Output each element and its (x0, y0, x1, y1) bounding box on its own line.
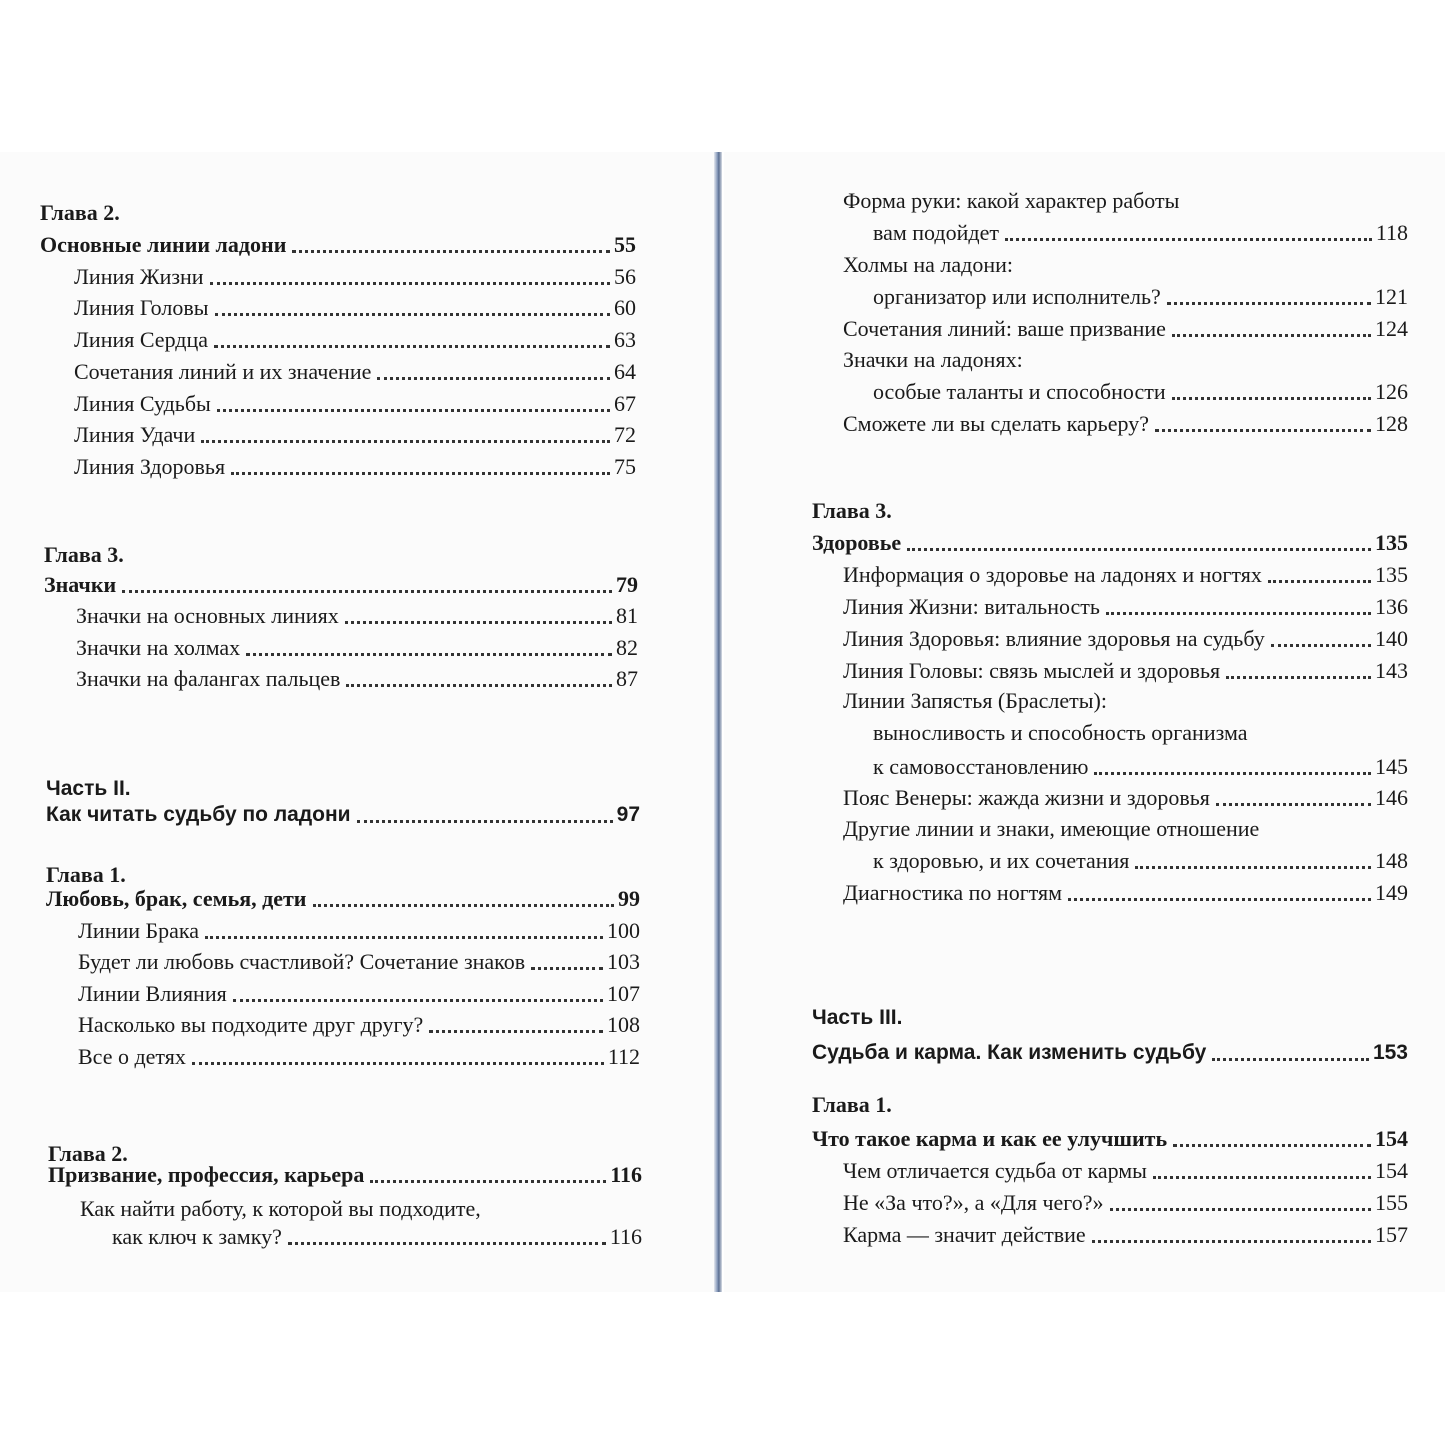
entry-title: Значки на основных линиях (76, 603, 339, 628)
toc-entry[interactable] (74, 359, 636, 385)
toc-entry[interactable] (843, 626, 1408, 652)
entry-page: 75 (614, 454, 636, 479)
dot-leader (1110, 1202, 1371, 1211)
entry-page: 72 (614, 422, 636, 447)
entry-page: 116 (610, 1162, 642, 1187)
dot-leader (205, 930, 603, 939)
entry-title: Судьба и карма. Как изменить судьбу (812, 1041, 1207, 1064)
toc-entry[interactable] (843, 411, 1408, 437)
dot-leader (1268, 574, 1371, 583)
entry-page: 135 (1375, 530, 1408, 555)
entry-title: Как читать судьбу по ладони (46, 803, 351, 826)
chapter-label: Глава 2. (48, 1141, 128, 1166)
entry-page: 67 (614, 391, 636, 416)
entry-title: Будет ли любовь счастливой? Сочетание знаков (78, 949, 526, 974)
entry-title: Линия Сердца (74, 327, 209, 352)
entry-title: Линия Головы: связь мыслей и здоровья (843, 658, 1221, 683)
part-label: Часть III. (812, 1006, 903, 1029)
toc-entry[interactable] (843, 594, 1408, 620)
entry-page: 97 (616, 803, 640, 826)
toc-entry[interactable] (843, 1158, 1408, 1184)
dot-leader (1173, 1138, 1371, 1147)
toc-entry-line: Другие линии и знаки, имеющие отношение (843, 816, 1260, 841)
entry-page: 136 (1375, 594, 1408, 619)
entry-title: Линия Судьбы (74, 391, 211, 416)
toc-part-entry[interactable] (46, 802, 640, 828)
dot-leader (1068, 892, 1371, 901)
entry-page: 55 (614, 232, 636, 257)
dot-leader (346, 678, 612, 687)
toc-entry[interactable] (74, 327, 636, 353)
toc-entry[interactable] (78, 1044, 640, 1070)
toc-entry-line: выносливость и способность организма (873, 720, 1248, 745)
toc-chapter-entry[interactable] (812, 1126, 1408, 1152)
toc-entry-line: Холмы на ладони: (843, 252, 1014, 277)
entry-title: Сочетания линий и их значение (74, 359, 372, 384)
entry-title: Все о детях (78, 1044, 186, 1069)
dot-leader (370, 1174, 606, 1183)
dot-leader (1153, 1170, 1371, 1179)
toc-entry[interactable] (76, 666, 638, 692)
entry-page: 140 (1375, 626, 1408, 651)
entry-title: к самовосстановлению (873, 754, 1089, 779)
entry-page: 116 (609, 1224, 642, 1249)
dot-leader (201, 434, 610, 443)
dot-leader (217, 403, 610, 412)
entry-page: 121 (1375, 284, 1408, 309)
entry-title: Линия Удачи (74, 422, 196, 447)
entry-title: Насколько вы подходите друг другу? (78, 1012, 424, 1037)
chapter-label: Глава 3. (812, 498, 892, 523)
toc-entry[interactable] (843, 1222, 1408, 1248)
toc-entry[interactable] (78, 918, 640, 944)
entry-page: 87 (616, 666, 638, 691)
entry-title: Информация о здоровье на ладонях и ногтях (843, 562, 1262, 587)
toc-entry[interactable] (112, 1224, 642, 1250)
entry-page: 149 (1375, 880, 1408, 905)
toc-entry-line: Форма руки: какой характер работы (843, 188, 1180, 213)
entry-page: 79 (616, 572, 638, 597)
toc-entry[interactable] (843, 658, 1408, 684)
entry-title: Линия Жизни (74, 264, 204, 289)
entry-title: Здоровье (812, 530, 902, 555)
toc-entry[interactable] (873, 754, 1408, 780)
entry-page: 107 (607, 981, 640, 1006)
toc-entry[interactable] (873, 379, 1408, 405)
dot-leader (1092, 1234, 1371, 1243)
dot-leader (1271, 638, 1371, 647)
entry-title: Сможете ли вы сделать карьеру? (843, 411, 1149, 436)
toc-entry[interactable] (843, 316, 1408, 342)
toc-entry[interactable] (74, 391, 636, 417)
entry-page: 118 (1375, 220, 1408, 245)
entry-title: Значки (44, 572, 117, 597)
entry-page: 124 (1375, 316, 1408, 341)
toc-entry[interactable] (843, 1190, 1408, 1216)
entry-title: к здоровью, и их сочетания (873, 848, 1130, 873)
dot-leader (531, 961, 603, 970)
toc-entry[interactable] (873, 220, 1408, 246)
toc-entry[interactable] (78, 1012, 640, 1038)
book-spine (714, 152, 722, 1292)
toc-entry[interactable] (78, 981, 640, 1007)
dot-leader (907, 542, 1371, 551)
entry-title: Пояс Венеры: жажда жизни и здоровья (843, 785, 1210, 810)
toc-entry[interactable] (873, 848, 1408, 874)
dot-leader (1172, 328, 1371, 337)
entry-title: Что такое карма и как ее улучшить (812, 1126, 1168, 1151)
entry-title: Основные линии ладони (40, 232, 287, 257)
entry-title: Линия Здоровья: влияние здоровья на судьбу (843, 626, 1265, 651)
entry-title: Чем отличается судьба от кармы (843, 1158, 1147, 1183)
entry-page: 82 (616, 635, 638, 660)
entry-page: 60 (614, 295, 636, 320)
toc-entry-line: Значки на ладонях: (843, 347, 1023, 372)
dot-leader (210, 276, 610, 285)
toc-entry[interactable] (843, 880, 1408, 906)
toc-chapter-entry[interactable] (46, 886, 640, 912)
dot-leader (429, 1024, 603, 1033)
toc-entry[interactable] (843, 562, 1408, 588)
toc-entry[interactable] (74, 422, 636, 448)
dot-leader (231, 466, 610, 475)
entry-title: Сочетания линий: ваше призвание (843, 316, 1166, 341)
dot-leader (1005, 232, 1372, 241)
dot-leader (233, 993, 603, 1002)
entry-title: Линия Головы (74, 295, 209, 320)
dot-leader (292, 244, 610, 253)
dot-leader (246, 647, 612, 656)
toc-part-entry[interactable] (812, 1040, 1408, 1066)
entry-title: организатор или исполнитель? (873, 284, 1161, 309)
toc-entry[interactable] (873, 284, 1408, 310)
dot-leader (215, 307, 610, 316)
toc-entry-line: Линии Запястья (Браслеты): (843, 688, 1107, 713)
dot-leader (357, 814, 613, 823)
toc-entry[interactable] (76, 603, 638, 629)
entry-title: Линии Брака (78, 918, 200, 943)
toc-chapter-entry[interactable] (40, 232, 636, 258)
dot-leader (345, 615, 612, 624)
toc-chapter-entry[interactable] (44, 572, 638, 598)
entry-title: Не «За что?», а «Для чего?» (843, 1190, 1104, 1215)
toc-entry[interactable] (76, 635, 638, 661)
dot-leader (192, 1056, 604, 1065)
entry-page: 157 (1375, 1222, 1408, 1247)
entry-title: Значки на холмах (76, 635, 241, 660)
dot-leader (288, 1236, 606, 1245)
entry-page: 148 (1375, 848, 1408, 873)
entry-page: 100 (607, 918, 640, 943)
entry-title: Призвание, профессия, карьера (48, 1162, 365, 1187)
entry-page: 128 (1375, 411, 1408, 436)
entry-page: 154 (1375, 1158, 1408, 1183)
entry-page: 155 (1375, 1190, 1408, 1215)
chapter-label: Глава 3. (44, 542, 124, 567)
dot-leader (1216, 797, 1371, 806)
dot-leader (313, 898, 615, 907)
dot-leader (1094, 766, 1371, 775)
toc-entry[interactable] (74, 264, 636, 290)
toc-chapter-entry[interactable] (48, 1162, 642, 1188)
entry-page: 108 (607, 1012, 640, 1037)
entry-page: 145 (1375, 754, 1408, 779)
dot-leader (377, 371, 610, 380)
toc-entry[interactable] (78, 949, 640, 975)
entry-title: особые таланты и способности (873, 379, 1166, 404)
dot-leader (1226, 670, 1371, 679)
entry-page: 135 (1375, 562, 1408, 587)
entry-page: 99 (618, 886, 640, 911)
entry-title: Значки на фалангах пальцев (76, 666, 341, 691)
entry-page: 64 (614, 359, 636, 384)
dot-leader (122, 584, 612, 593)
entry-title: Любовь, брак, семья, дети (46, 886, 307, 911)
entry-page: 126 (1375, 379, 1408, 404)
entry-title: Линия Здоровья (74, 454, 226, 479)
dot-leader (214, 339, 610, 348)
entry-title: Карма — значит действие (843, 1222, 1086, 1247)
chapter-label: Глава 1. (46, 862, 126, 887)
toc-entry[interactable] (74, 454, 636, 480)
part-label: Часть II. (46, 777, 131, 800)
left-page (0, 152, 716, 1292)
chapter-label: Глава 1. (812, 1092, 892, 1117)
entry-title: Диагностика по ногтям (843, 880, 1063, 905)
dot-leader (1106, 606, 1371, 615)
chapter-label: Глава 2. (40, 200, 120, 225)
dot-leader (1212, 1052, 1369, 1061)
entry-page: 143 (1375, 658, 1408, 683)
dot-leader (1155, 423, 1371, 432)
entry-page: 81 (616, 603, 638, 628)
toc-entry[interactable] (74, 295, 636, 321)
dot-leader (1167, 296, 1371, 305)
toc-entry[interactable] (843, 785, 1408, 811)
entry-title: Линии Влияния (78, 981, 227, 1006)
dot-leader (1172, 391, 1371, 400)
entry-title: Линия Жизни: витальность (843, 594, 1100, 619)
entry-page: 153 (1372, 1041, 1408, 1064)
entry-title: вам подойдет (873, 220, 999, 245)
entry-page: 112 (607, 1044, 640, 1069)
entry-title: как ключ к замку? (112, 1224, 282, 1249)
entry-page: 103 (607, 949, 640, 974)
toc-entry-line: Как найти работу, к которой вы подходите, (80, 1196, 481, 1221)
entry-page: 146 (1375, 785, 1408, 810)
entry-page: 56 (614, 264, 636, 289)
entry-page: 63 (614, 327, 636, 352)
dot-leader (1135, 860, 1371, 869)
entry-page: 154 (1375, 1126, 1408, 1151)
toc-chapter-entry[interactable] (812, 530, 1408, 556)
